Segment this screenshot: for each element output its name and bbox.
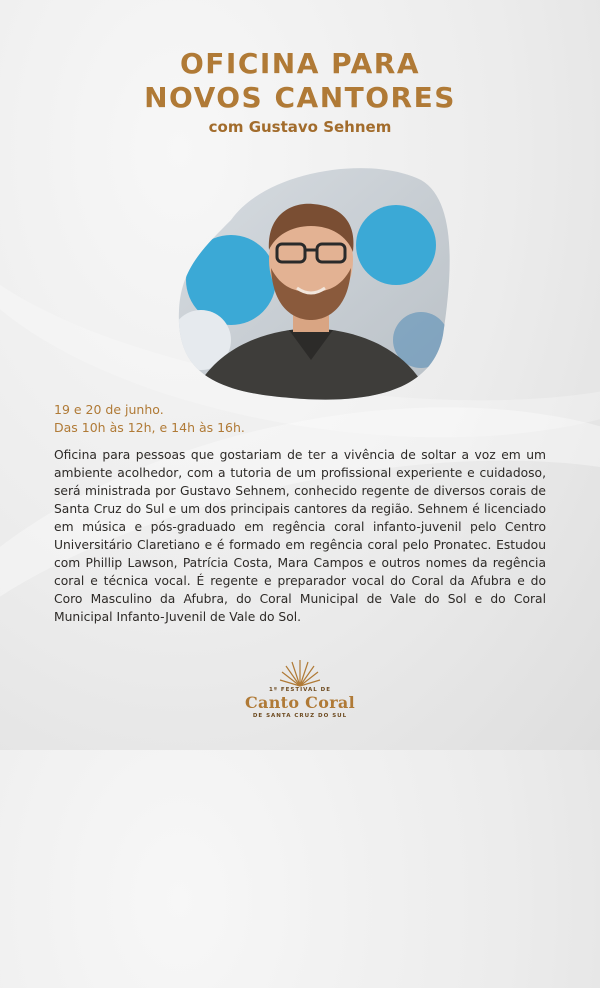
schedule [54,401,245,437]
sunburst-icon [278,660,322,688]
description-paragraph: Oficina para pessoas que gostariam de ter a vivência de soltar a voz em um ambiente acolhedor, com a tutoria de um profissional experiente e cuidadoso, será ministrada por Gustavo Sehnem, conhecido regente de diversos corais de Santa Cruz do Sul e um dos principais cantores da região. Sehnem é licenciado em música e pós-graduado em regência coral infanto-juvenil pelo Centro Universitário Claretiano e é formado em regência coral pelo Pronatec. Estudou com Phillip Lawson, Patrícia Costa, Mara Campos e outros nomes da regência coral e técnica vocal. É regente e preparador vocal do Coral da Afubra e do Coro Masculino da Afubra, do Coral Municipal de Vale do Sol e do Coral Municipal Infanto-Juvenil de Vale do Sol. [54,448,546,624]
schedule-hours: Das 10h às 12h, e 14h às 16h. [54,420,245,435]
schedule-dates: 19 e 20 de junho. [54,402,164,417]
logo-bottom-text: DE SANTA CRUZ DO SUL [252,713,348,719]
instructor-photo [171,160,451,400]
logo-top-text: 1º FESTIVAL DE [269,687,331,693]
page-title-line-1: OFICINA PARA [179,47,421,80]
festival-logo [230,660,370,732]
page-subtitle: com Gustavo Sehnem [208,118,392,136]
logo-main-text: Canto Coral [245,693,355,712]
page-title-line-2: NOVOS CANTORES [144,81,456,114]
